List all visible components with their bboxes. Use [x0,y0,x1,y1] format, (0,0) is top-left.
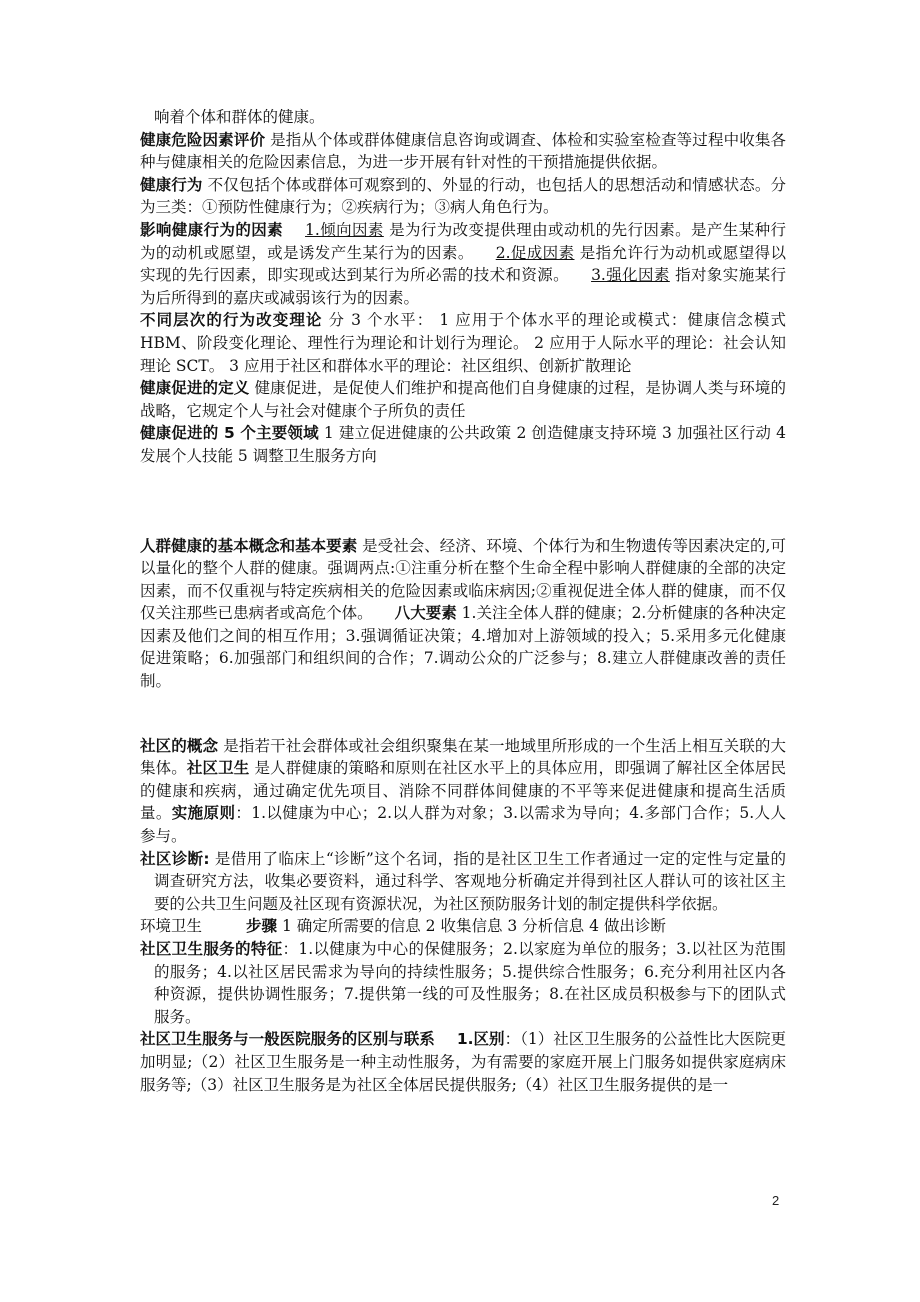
page-number: 2 [772,1193,780,1208]
term-heading: 影响健康行为的因素 [140,220,284,239]
term-heading: 社区诊断: [140,849,210,868]
paragraph-text: 是借用了临床上“诊断”这个名词，指的是社区卫生工作者通过一定的定性与定量的调查研究方法，收集必要资料，通过科学、客观地分析确定并得到社区人群认可的该社区主要的公共卫生问题及社区现有资源状况，为社区预防服务计划的制定提供科学依据。 [154,849,787,913]
paragraph-text: 指对象实施某行为后所得到的嘉庆或减弱该行为的因素。 [140,266,786,307]
term-heading: 社区卫生服务的特征 [140,940,283,958]
paragraph-text: ：1.以健康为中心的保健服务；2.以家庭为单位的服务；3.以社区为范围的服务；4.以社区居民需求为导向的持续性服务；5.提供综合性服务；6.充分利用社区内各种资源，提供协调性服务；7.提供第一线的可及性服务；8.在社区成员积极参与下的团队式服务。 [154,940,786,1026]
term-heading: 健康行为 [140,175,203,194]
paragraph-health-promotion-definition [140,377,786,422]
paragraph-diagnosis-steps [140,915,786,938]
term-heading: 八大要素 [394,604,457,623]
term-heading: 社区卫生服务与一般医院服务的区别与联系 [140,1030,435,1049]
factor-label-predisposing: 1.倾向因素 [305,220,384,239]
paragraph-text: 分 3 个水平： 1 应用于个体水平的理论或模式：健康信念模式 HBM、阶段变化理论、理性行为理论和计划行为理论。 2 应用于人际水平的理论：社会认知理论 SCT。 3 应用于社区和群体水平的理论：社区组织、创新扩散理论 [140,311,786,375]
paragraph-text: 1 确定所需要的信息 2 收集信息 3 分析信息 4 做出诊断 [277,917,666,936]
paragraph-risk-factor-evaluation [140,129,786,174]
term-heading: 健康促进的 5 个主要领域 [140,424,319,443]
paragraph-text: 是受社会、经济、环境、个体行为和生物遗传等因素决定的,可以量化的整个人群的健康。强调两点:①注重分析在整个生命全程中影响人群健康的全部的决定因素，而不仅重视与特定疾病相关的危险因素或临床病因;②重视促进全体人群的健康，而不仅仅关注那些已患病者或高危个体。 [140,536,786,623]
paragraph-text: 是指允许行为动机或愿望得以实现的先行因素，即实现或达到某行为所必需的技术和资源。 [140,243,786,285]
paragraph-service-features [140,938,786,1028]
factor-label-enabling: 2.促成因素 [495,243,575,262]
factor-label-reinforcing: 3.强化因素 [591,266,670,285]
paragraph-community-concept [140,735,786,848]
paragraph-text: 是为行为改变提供理由或动机的先行因素。是产生某种行为的动机或愿望，或是诱发产生某行为的因素。 [140,220,786,262]
term-heading: 社区卫生 [186,759,250,778]
paragraph-text: 是人群健康的策略和原则在社区水平上的具体应用，即强调了解社区全体居民的健康和疾病，通过确定优先项目、消除不同群体间健康的不平等来促进健康和提高生活质量。 [140,759,786,823]
term-heading: 1.区别 [456,1030,505,1049]
paragraph-behavior-factors [140,219,786,309]
paragraph-health-behavior [140,174,786,219]
paragraph-text: 响着个体和群体的健康。 [154,108,325,126]
paragraph-text: 1 建立促进健康的公共政策 2 创造健康支持环境 3 加强社区行动 4 发展个人技能 5 调整卫生服务方向 [140,424,786,465]
paragraph-text: 不仅包括个体或群体可观察到的、外显的行动，也包括人的思想活动和情感状态。分为三类：①预防性健康行为；②疾病行为；③病人角色行为。 [140,175,786,217]
paragraph-community-diagnosis [140,848,786,916]
paragraph-health-promotion-areas [140,422,786,467]
paragraph-text: 是指若干社会群体或社会组织聚集在某一地域里所形成的一个生活上相互关联的大集体。 [140,736,786,778]
paragraph-text: ：（1）社区卫生服务的公益性比大医院更加明显;（2）社区卫生服务是一种主动性服务，为有需要的家庭开展上门服务如提供家庭病床服务等;（3）社区卫生服务是为社区全体居民提供服务;（4）社区卫生服务提供的是一 [140,1030,786,1094]
paragraph-lead: 环境卫生 [140,917,203,936]
paragraph-service-vs-hospital [140,1028,786,1096]
paragraph-health-impact-tail [140,106,786,129]
paragraph-text: 健康促进，是促使人们维护和提高他们自身健康的过程，是协调人类与环境的战略，它规定个人与社会对健康个子所负的责任 [140,379,786,420]
paragraph-text: ：1.以健康为中心；2.以人群为对象；3.以需求为导向；4.多部门合作；5.人人参与。 [140,804,786,846]
paragraph-text: 是指从个体或群体健康信息咨询或调查、体检和实验室检查等过程中收集各种与健康相关的危险因素信息，为进一步开展有针对性的干预措施提供依据。 [140,130,786,172]
term-heading: 不同层次的行为改变理论 [140,311,323,330]
term-heading: 健康促进的定义 [140,379,250,398]
term-heading: 健康危险因素评价 [140,130,266,149]
paragraph-population-health [140,535,786,693]
term-heading: 实施原则 [171,804,236,823]
term-heading: 社区的概念 [140,736,219,755]
paragraph-behavior-change-theories [140,309,786,377]
paragraph-text: 1.关注全体人群的健康；2.分析健康的各种决定因素及他们之间的相互作用；3.强调循证决策；4.增加对上游领域的投入；5.采用多元化健康促进策略；6.加强部门和组织间的合作；7.调动公众的广泛参与；8.建立人群健康改善的责任制。 [140,604,786,691]
term-heading: 人群健康的基本概念和基本要素 [140,536,358,555]
term-heading: 步骤 [246,917,278,936]
page-content [140,106,786,1096]
